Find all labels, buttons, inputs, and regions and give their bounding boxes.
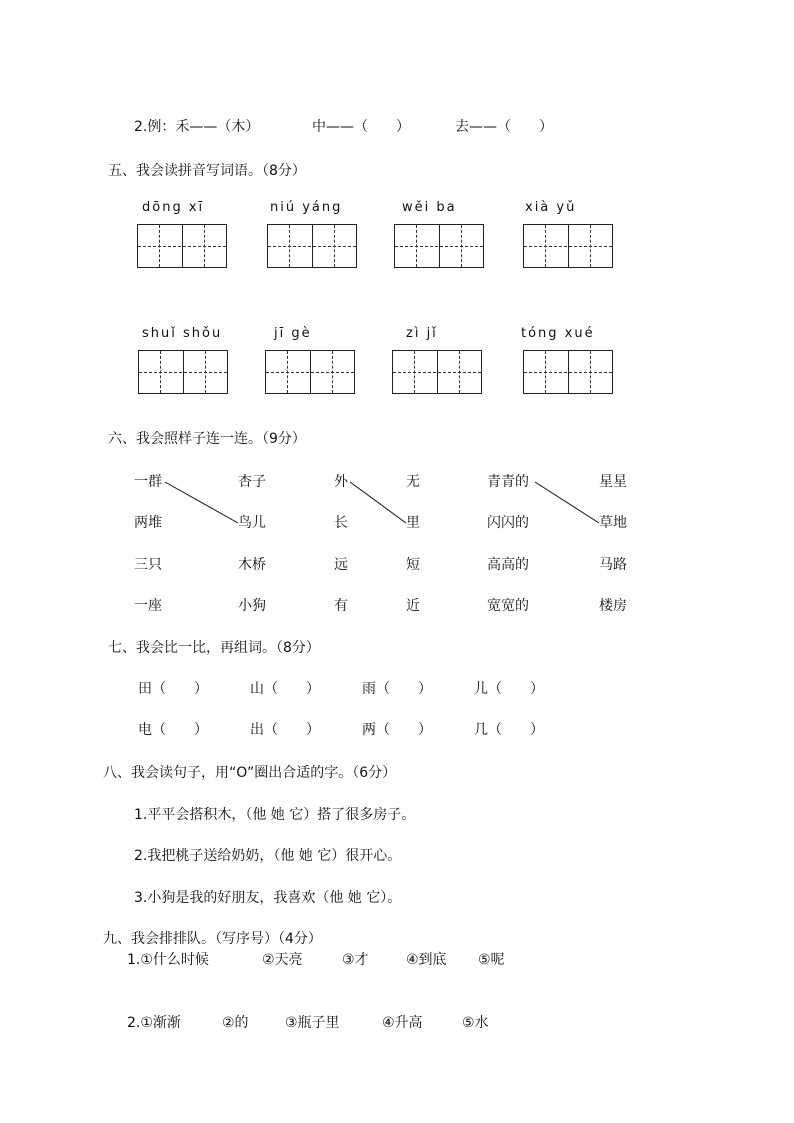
match-word[interactable]: 远 (334, 557, 348, 573)
order-word: ⑤呢 (478, 952, 505, 968)
match-word[interactable]: 木桥 (238, 557, 266, 573)
writing-grid[interactable] (137, 224, 227, 268)
order-word: ③瓶子里 (285, 1015, 340, 1031)
match-word[interactable]: 星星 (599, 474, 627, 490)
order-word: ④到底 (406, 952, 447, 968)
match-word[interactable]: 高高的 (487, 557, 529, 573)
writing-grid[interactable] (267, 224, 357, 268)
writing-grid[interactable] (138, 350, 228, 394)
order-word: ②天亮 (262, 952, 303, 968)
order-word: ③才 (342, 952, 369, 968)
connector-line (350, 482, 406, 523)
word-blank[interactable]: 田（ ） (138, 681, 208, 697)
word-blank[interactable]: 雨（ ） (362, 681, 432, 697)
order-word: ⑤水 (462, 1015, 489, 1031)
writing-grid[interactable] (392, 350, 482, 394)
match-word[interactable]: 近 (406, 598, 420, 614)
match-word[interactable]: 有 (334, 598, 348, 614)
match-word[interactable]: 外 (334, 474, 348, 490)
match-word[interactable]: 杏子 (238, 474, 266, 490)
match-word[interactable]: 闪闪的 (487, 515, 529, 531)
match-word[interactable]: 里 (406, 515, 420, 531)
section-8-title: 八、我会读句子，用“O”圈出合适的字。（6分） (103, 765, 397, 781)
word-blank[interactable]: 儿（ ） (474, 681, 544, 697)
section-6-title: 六、我会照样子连一连。（9分） (108, 431, 306, 447)
radical-item-zhong: 中——（ ） (312, 119, 410, 135)
writing-grid[interactable] (265, 350, 355, 394)
pinyin-label: niú yáng (270, 200, 343, 215)
word-blank[interactable]: 电（ ） (138, 722, 208, 738)
word-blank[interactable]: 几（ ） (474, 722, 544, 738)
match-word[interactable]: 小狗 (238, 598, 266, 614)
match-word[interactable]: 一群 (134, 474, 162, 490)
word-blank[interactable]: 两（ ） (362, 722, 432, 738)
word-blank[interactable]: 山（ ） (250, 681, 320, 697)
match-word[interactable]: 三只 (134, 557, 162, 573)
writing-grid[interactable] (523, 350, 613, 394)
sentence-1[interactable]: 1.平平会搭积木，（他 她 它）搭了很多房子。 (134, 807, 416, 823)
writing-grid[interactable] (523, 224, 613, 268)
pinyin-label: xià yǔ (525, 200, 577, 215)
pinyin-label: jī gè (274, 326, 312, 341)
match-word[interactable]: 马路 (599, 557, 627, 573)
match-word[interactable]: 鸟儿 (238, 515, 266, 531)
example-line: 2.例：禾——（木） (134, 119, 260, 135)
match-word[interactable]: 楼房 (599, 598, 627, 614)
pinyin-label: dōng xī (142, 200, 205, 215)
match-word[interactable]: 草地 (599, 515, 627, 531)
match-word[interactable]: 无 (406, 474, 420, 490)
word-blank[interactable]: 出（ ） (250, 722, 320, 738)
radical-item-qu: 去——（ ） (455, 119, 553, 135)
match-word[interactable]: 一座 (134, 598, 162, 614)
pinyin-label: shuǐ shǒu (142, 326, 223, 341)
sentence-2[interactable]: 2.我把桃子送给奶奶，（他 她 它）很开心。 (134, 848, 402, 864)
match-word[interactable]: 短 (406, 557, 420, 573)
match-word[interactable]: 宽宽的 (487, 598, 529, 614)
match-word[interactable]: 青青的 (487, 474, 529, 490)
section-5-title: 五、我会读拼音写词语。（8分） (108, 163, 306, 179)
order-word: 2.①渐渐 (127, 1015, 181, 1031)
order-word: ④升高 (382, 1015, 423, 1031)
match-word[interactable]: 两堆 (134, 515, 162, 531)
pinyin-label: zì jǐ (406, 326, 438, 341)
pinyin-label: wěi ba (402, 200, 457, 215)
connector-line (535, 482, 599, 523)
pinyin-label: tóng xué (521, 326, 595, 341)
order-word: 1.①什么时候 (127, 952, 209, 968)
order-word: ②的 (222, 1015, 249, 1031)
section-7-title: 七、我会比一比，再组词。（8分） (108, 640, 320, 656)
writing-grid[interactable] (394, 224, 484, 268)
sentence-3[interactable]: 3.小狗是我的好朋友，我喜欢（他 她 它）。 (134, 890, 402, 906)
connector-line (165, 482, 238, 523)
section-9-title: 九、我会排排队。（写序号）（4分） (103, 931, 322, 947)
match-word[interactable]: 长 (334, 515, 348, 531)
